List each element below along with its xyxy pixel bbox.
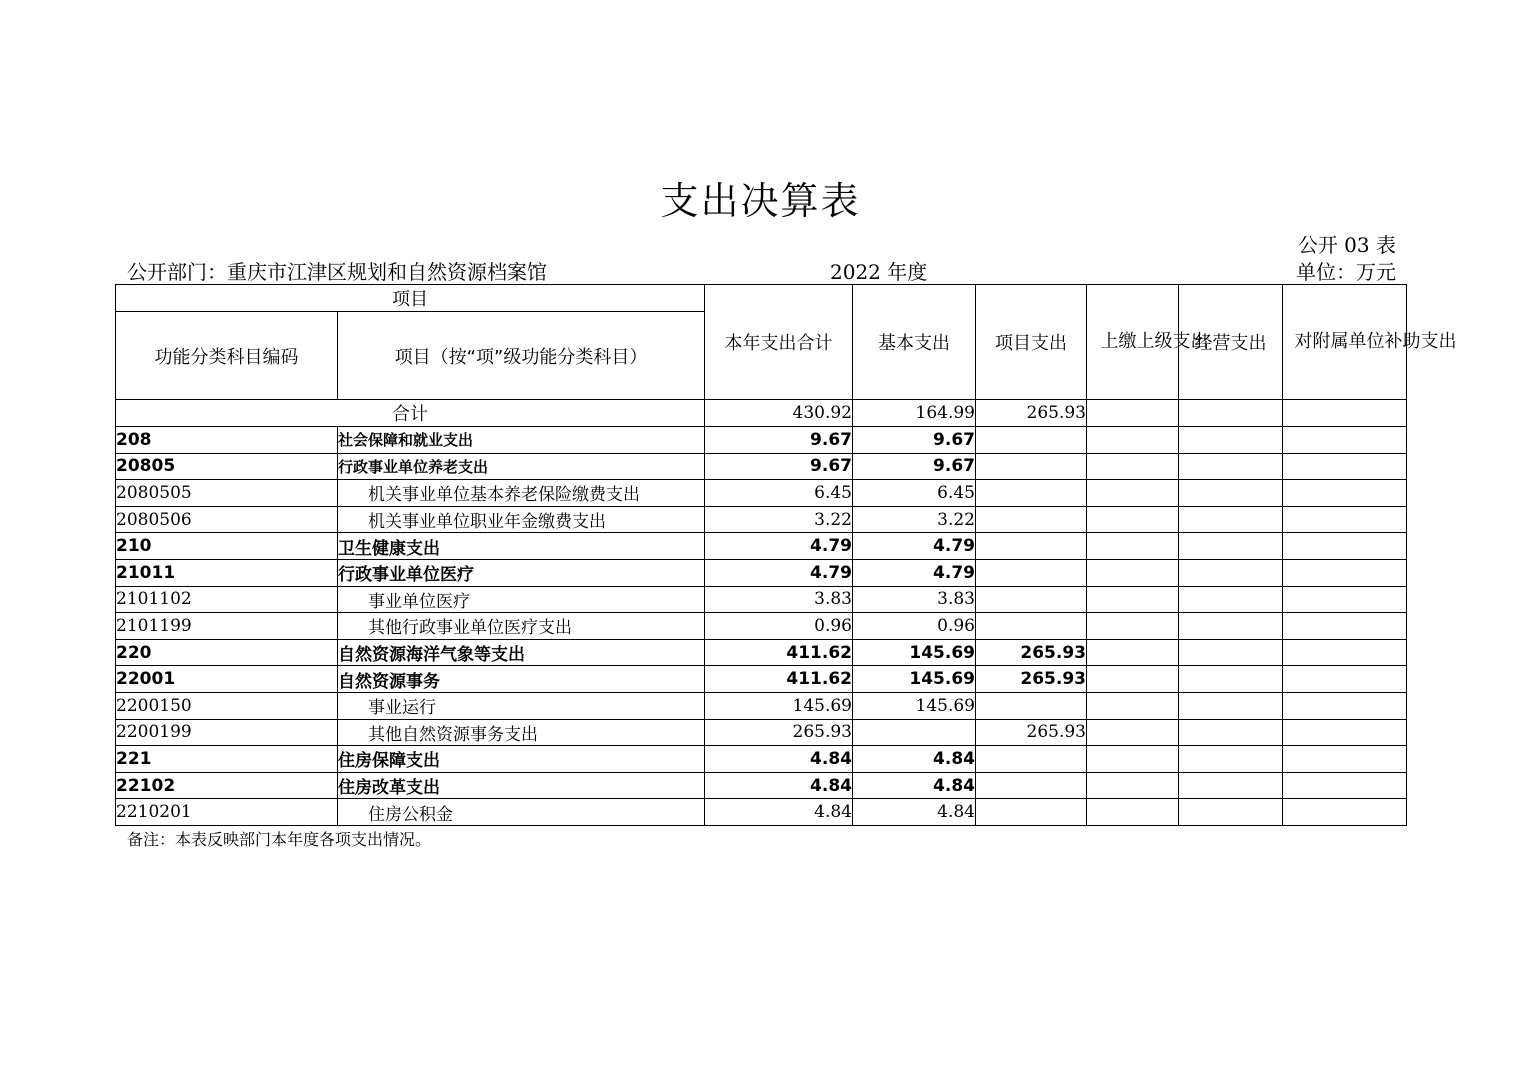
year-label: 2022 年度: [830, 260, 928, 284]
row-business: [1179, 586, 1283, 613]
table-row: [116, 586, 1407, 613]
header-upper: [1087, 285, 1209, 400]
row-business: [1179, 772, 1283, 799]
row-total: 145.69: [705, 692, 853, 719]
row-name: 住房改革支出: [338, 772, 705, 799]
row-business: [1179, 746, 1283, 773]
row-name: 自然资源海洋气象等支出: [338, 639, 705, 666]
row-basic: 9.67: [853, 453, 976, 480]
row-total: 411.62: [705, 639, 853, 666]
row-business: [1179, 666, 1283, 693]
row-subsidy: [1283, 719, 1407, 746]
row-business: [1179, 453, 1283, 480]
row-name: 事业运行: [338, 692, 705, 719]
table-row: [116, 613, 1407, 640]
row-code: 2080505: [116, 480, 338, 507]
header-basic: 基本支出: [853, 285, 976, 400]
header-total: 本年支出合计: [705, 285, 853, 400]
page-title: 支出决算表: [660, 179, 861, 223]
row-code: 2101102: [116, 586, 338, 613]
row-code: 221: [116, 746, 338, 773]
row-upper: [1087, 613, 1179, 640]
row-code: 22001: [116, 666, 338, 693]
total-row-basic: 164.99: [853, 400, 976, 427]
total-row-upper: [1087, 400, 1179, 427]
row-upper: [1087, 427, 1179, 454]
row-subsidy: [1283, 666, 1407, 693]
row-project: [976, 692, 1087, 719]
row-business: [1179, 639, 1283, 666]
row-total: 9.67: [705, 427, 853, 454]
row-total: 0.96: [705, 613, 853, 640]
row-project: [976, 559, 1087, 586]
row-code: 2200199: [116, 719, 338, 746]
header-subsidy: [1283, 285, 1457, 400]
row-total: 4.84: [705, 746, 853, 773]
row-name: 事业单位医疗: [338, 586, 705, 613]
row-total: 6.45: [705, 480, 853, 507]
table-row: [116, 639, 1407, 666]
row-code: 210: [116, 533, 338, 560]
row-project: [976, 746, 1087, 773]
row-subsidy: [1283, 639, 1407, 666]
row-project: [976, 799, 1087, 826]
table-row: [116, 480, 1407, 507]
header-subsidy-text: 对附属单位补助支出: [1294, 331, 1457, 352]
row-total: 4.84: [705, 772, 853, 799]
table-row: [116, 559, 1407, 586]
row-project: [976, 613, 1087, 640]
total-row-project: 265.93: [976, 400, 1087, 427]
row-project: [976, 506, 1087, 533]
row-upper: [1087, 692, 1179, 719]
row-business: [1179, 427, 1283, 454]
row-basic: [853, 719, 976, 746]
row-code: 22102: [116, 772, 338, 799]
row-name: 行政事业单位养老支出: [338, 453, 705, 480]
row-business: [1179, 480, 1283, 507]
table-row: [116, 692, 1407, 719]
row-project: [976, 453, 1087, 480]
row-code: 2080506: [116, 506, 338, 533]
header-item-group: 项目: [116, 285, 705, 312]
row-code: 20805: [116, 453, 338, 480]
row-basic: 3.83: [853, 586, 976, 613]
row-project: 265.93: [976, 666, 1087, 693]
header-code: 功能分类科目编码: [116, 312, 338, 400]
table-row: [116, 666, 1407, 693]
row-project: [976, 480, 1087, 507]
row-total: 4.79: [705, 533, 853, 560]
row-upper: [1087, 746, 1179, 773]
row-basic: 4.79: [853, 559, 976, 586]
row-name: 社会保障和就业支出: [338, 427, 705, 454]
row-business: [1179, 692, 1283, 719]
row-code: 2210201: [116, 799, 338, 826]
header-upper-text: 上缴上级支出: [1100, 331, 1209, 352]
table-row: [116, 772, 1407, 799]
row-subsidy: [1283, 586, 1407, 613]
row-subsidy: [1283, 506, 1407, 533]
table-row: [116, 719, 1407, 746]
row-project: [976, 427, 1087, 454]
row-business: [1179, 613, 1283, 640]
row-basic: 4.79: [853, 533, 976, 560]
row-business: [1179, 799, 1283, 826]
row-business: [1179, 559, 1283, 586]
form-number: 公开 03 表: [1297, 233, 1396, 257]
row-code: 2200150: [116, 692, 338, 719]
row-subsidy: [1283, 533, 1407, 560]
row-name: 其他行政事业单位医疗支出: [338, 613, 705, 640]
row-project: [976, 772, 1087, 799]
row-subsidy: [1283, 772, 1407, 799]
header-business: 经营支出: [1179, 285, 1283, 400]
row-upper: [1087, 453, 1179, 480]
row-code: 220: [116, 639, 338, 666]
header-project: 项目支出: [976, 285, 1087, 400]
row-total: 4.84: [705, 799, 853, 826]
table-row: [116, 799, 1407, 826]
row-business: [1179, 506, 1283, 533]
row-basic: 6.45: [853, 480, 976, 507]
row-basic: 3.22: [853, 506, 976, 533]
unit-label: 单位：万元: [1296, 260, 1396, 284]
row-total: 411.62: [705, 666, 853, 693]
row-name: 住房公积金: [338, 799, 705, 826]
row-basic: 0.96: [853, 613, 976, 640]
table-row: [116, 533, 1407, 560]
row-upper: [1087, 799, 1179, 826]
row-subsidy: [1283, 427, 1407, 454]
row-name: 自然资源事务: [338, 666, 705, 693]
total-label: 合计: [116, 400, 705, 427]
row-basic: 145.69: [853, 639, 976, 666]
total-row-subsidy: [1283, 400, 1407, 427]
row-subsidy: [1283, 799, 1407, 826]
row-business: [1179, 719, 1283, 746]
row-upper: [1087, 772, 1179, 799]
row-basic: 145.69: [853, 666, 976, 693]
table-row: [116, 427, 1407, 454]
row-name: 卫生健康支出: [338, 533, 705, 560]
table-row: [116, 506, 1407, 533]
header-name: 项目（按“项”级功能分类科目）: [338, 312, 705, 400]
row-total: 3.22: [705, 506, 853, 533]
row-upper: [1087, 639, 1179, 666]
row-upper: [1087, 533, 1179, 560]
row-subsidy: [1283, 453, 1407, 480]
table-row: [116, 453, 1407, 480]
row-code: 2101199: [116, 613, 338, 640]
row-upper: [1087, 506, 1179, 533]
total-row: [116, 400, 1407, 427]
row-project: 265.93: [976, 719, 1087, 746]
row-basic: 4.84: [853, 799, 976, 826]
row-upper: [1087, 719, 1179, 746]
row-subsidy: [1283, 746, 1407, 773]
total-row-business: [1179, 400, 1283, 427]
row-name: 其他自然资源事务支出: [338, 719, 705, 746]
table-row: [116, 746, 1407, 773]
row-business: [1179, 533, 1283, 560]
row-total: 4.79: [705, 559, 853, 586]
row-name: 机关事业单位基本养老保险缴费支出: [338, 480, 705, 507]
row-total: 9.67: [705, 453, 853, 480]
row-project: [976, 586, 1087, 613]
row-name: 住房保障支出: [338, 746, 705, 773]
row-name: 机关事业单位职业年金缴费支出: [338, 506, 705, 533]
row-upper: [1087, 480, 1179, 507]
row-name: 行政事业单位医疗: [338, 559, 705, 586]
row-basic: 9.67: [853, 427, 976, 454]
row-total: 3.83: [705, 586, 853, 613]
row-basic: 4.84: [853, 746, 976, 773]
total-row-total: 430.92: [705, 400, 853, 427]
row-subsidy: [1283, 559, 1407, 586]
row-upper: [1087, 666, 1179, 693]
row-project: [976, 533, 1087, 560]
row-upper: [1087, 586, 1179, 613]
expenditure-table: [115, 284, 1457, 826]
row-basic: 4.84: [853, 772, 976, 799]
footnote: 备注：本表反映部门本年度各项支出情况。: [127, 830, 432, 849]
row-total: 265.93: [705, 719, 853, 746]
row-project: 265.93: [976, 639, 1087, 666]
row-basic: 145.69: [853, 692, 976, 719]
row-upper: [1087, 559, 1179, 586]
row-code: 21011: [116, 559, 338, 586]
department-label: 公开部门：重庆市江津区规划和自然资源档案馆: [127, 260, 547, 284]
row-subsidy: [1283, 613, 1407, 640]
row-subsidy: [1283, 692, 1407, 719]
row-code: 208: [116, 427, 338, 454]
row-subsidy: [1283, 480, 1407, 507]
